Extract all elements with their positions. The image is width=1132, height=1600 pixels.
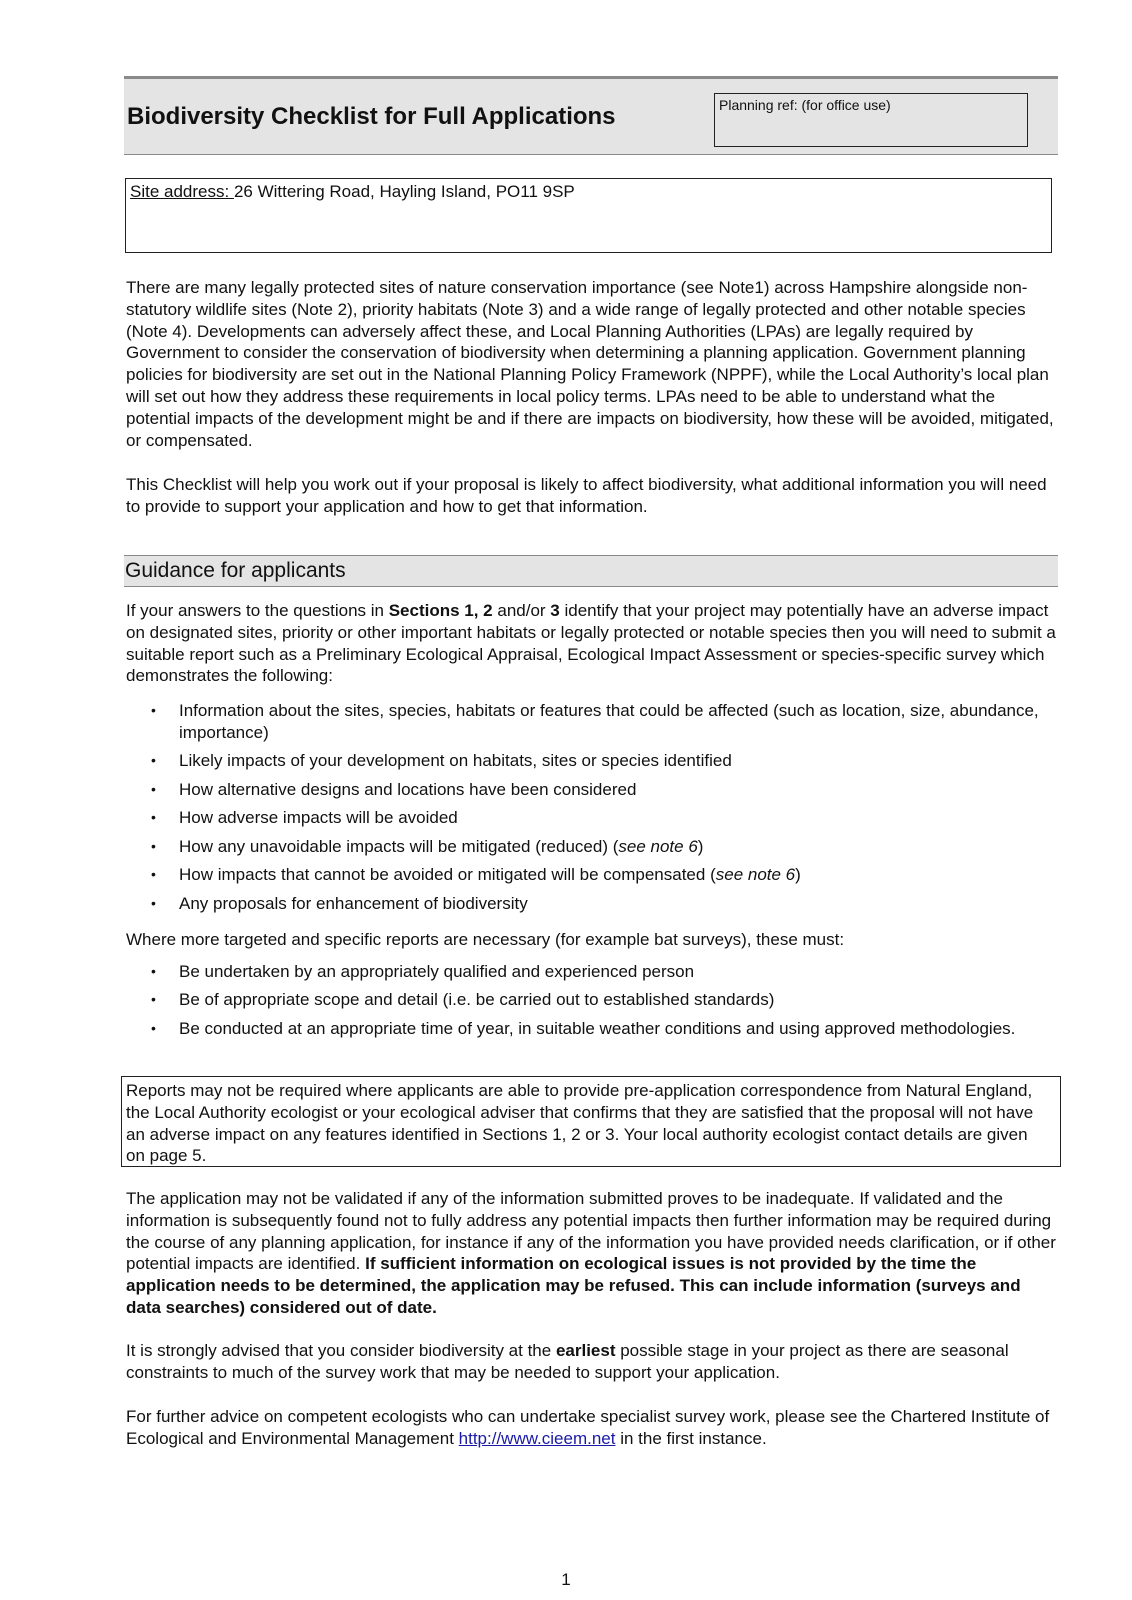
list-item-text: Be undertaken by an appropriately qualified and experienced person <box>179 962 695 981</box>
list-item-text-end: ) <box>697 836 704 856</box>
list-item-text: Be of appropriate scope and detail (i.e. be carried out to established standards) <box>179 990 775 1010</box>
list-item <box>126 893 1056 915</box>
bullet-icon: • <box>151 963 156 979</box>
list-item-text: Information about the sites, species, habitats or features that could be affected (such as location, size, abundance, importance) <box>179 701 1039 742</box>
list-item <box>126 1018 1056 1040</box>
reports-notice-text: Reports may not be required where applicants are able to provide pre-application correspondence from Natural England, the Local Authority ecologist or your ecological adviser that confirms that they are satisfied that the proposal will not have an adverse impact on any features identified in Sections 1, 2 or 3. Your local authority ecologist contact details are given on page 5. <box>126 1081 1034 1166</box>
report-requirements-list <box>126 700 1056 921</box>
guidance-heading: Guidance for applicants <box>125 559 346 582</box>
bullet-icon: • <box>151 866 156 883</box>
list-item-text: Any proposals for enhancement of biodiversity <box>179 893 528 913</box>
list-item-text: How impacts that cannot be avoided or mitigated will be compensated ( <box>179 865 716 885</box>
guidance-paragraph-2: Where more targeted and specific reports are necessary (for example bat surveys), these must: <box>126 930 845 949</box>
guidance-p1-section-3: 3 <box>550 601 560 620</box>
earliest-text: It is strongly advised that you consider biodiversity at the <box>126 1341 556 1360</box>
guidance-p1-text: If your answers to the questions in <box>126 601 389 620</box>
list-item-text: How alternative designs and locations have been considered <box>179 779 637 799</box>
bullet-icon: • <box>151 702 156 718</box>
list-item-text: Be conducted at an appropriate time of year, in suitable weather conditions and using approved methodologies. <box>179 1018 1016 1038</box>
list-item-text: How any unavoidable impacts will be mitigated (reduced) ( <box>179 836 619 856</box>
list-item <box>126 836 1056 858</box>
document-title: Biodiversity Checklist for Full Applications <box>127 103 616 130</box>
validation-paragraph <box>126 1188 1056 1319</box>
list-item <box>126 807 1056 829</box>
list-item <box>126 864 1056 886</box>
guidance-p1-sections: Sections 1, 2 <box>388 601 493 620</box>
bullet-icon: • <box>151 752 156 769</box>
intro-paragraph-1: There are many legally protected sites of nature conservation importance (see Note1) across Hampshire alongside non-statutory wildlife sites (Note 2), priority habitats (Note 3) and a wide range of legally protected and other notable species (Note 4). Developments can adversely affect these, and Local Planning Authorities (LPAs) are legally required by Government to consider the conservation of biodiversity when determining a planning application. Government planning policies for biodiversity are set out in the National Planning Policy Framework (NPPF), while the Local Authority’s local plan will set out how they address these requirements in local policy terms. LPAs need to be able to understand what the potential impacts of the development might be and if there are impacts on biodiversity, how these will be avoided, mitigated, or compensated. <box>126 278 1054 450</box>
advice-text-2: in the first instance. <box>615 1428 767 1448</box>
bullet-icon: • <box>151 1019 156 1036</box>
guidance-paragraph-1 <box>126 600 1056 687</box>
guidance-p1-text-3: identify that your project may potentially have an adverse impact on designated sites, priority or other important habitats or legally protected or notable species then you will need to submit a suitable report such as a Preliminary Ecological Appraisal, Ecological Impact Assessment or species-specific survey which demonstrates the following: <box>126 601 1056 686</box>
site-address-label: Site address: <box>130 182 234 201</box>
list-item-text: How adverse impacts will be avoided <box>179 808 458 828</box>
bullet-icon: • <box>151 837 156 854</box>
earliest-text-2: possible stage in your project as there are seasonal constraints to much of the survey work that may be needed to support your application. <box>126 1341 1009 1382</box>
guidance-section-band <box>124 555 1058 587</box>
earliest-emphasis: earliest <box>555 1341 616 1360</box>
list-item-text: Likely impacts of your development on habitats, sites or species identified <box>179 751 732 771</box>
bullet-icon: • <box>151 780 156 797</box>
see-note-reference: see note 6 <box>618 836 698 856</box>
list-item <box>126 779 1056 801</box>
list-item <box>126 989 1056 1011</box>
validation-warning: If sufficient information on ecological issues is not provided by the time the application needs to be determined, the application may be refused. This can include information (surveys and data searches) considered out of date. <box>126 1254 1021 1317</box>
bullet-icon: • <box>151 894 156 911</box>
site-address-value: 26 Wittering Road, Hayling Island, PO11 9SP <box>233 182 575 201</box>
cieem-link[interactable]: http://www.cieem.net <box>458 1428 616 1448</box>
bullet-icon: • <box>151 809 156 826</box>
site-address-line <box>130 182 575 202</box>
advice-paragraph <box>126 1406 1056 1450</box>
header-band <box>124 76 1058 155</box>
see-note-reference: see note 6 <box>715 865 796 885</box>
site-address-box[interactable] <box>125 178 1052 253</box>
guidance-p1-text-2: and/or <box>492 601 551 620</box>
planning-ref-label: Planning ref: (for office use) <box>719 97 891 113</box>
intro-paragraph-2: This Checklist will help you work out if your proposal is likely to affect biodiversity, what additional information you will need to provide to support your application and how to get that information. <box>126 475 1047 516</box>
bullet-icon: • <box>151 991 156 1008</box>
reports-notice-box <box>121 1076 1061 1167</box>
validation-text: The application may not be validated if any of the information submitted proves to be inadequate. If validated and the information is subsequently found not to fully address any potential impacts then further information may be required during the course of any planning application, for instance if any of the information you have provided needs clarification, or if other potential impacts are identified. <box>126 1189 1056 1274</box>
list-item <box>126 700 1056 744</box>
advice-text: For further advice on competent ecologists who can undertake specialist survey work, please see the Chartered Institute of Ecological and Environmental Management <box>126 1407 1050 1448</box>
list-item <box>126 961 1056 983</box>
earliest-paragraph <box>126 1340 1056 1384</box>
list-item-text-end: ) <box>795 865 801 885</box>
page-number: 1 <box>561 1570 571 1589</box>
planning-ref-box[interactable] <box>714 93 1028 147</box>
list-item <box>126 750 1056 772</box>
targeted-report-requirements-list <box>126 961 1056 1046</box>
